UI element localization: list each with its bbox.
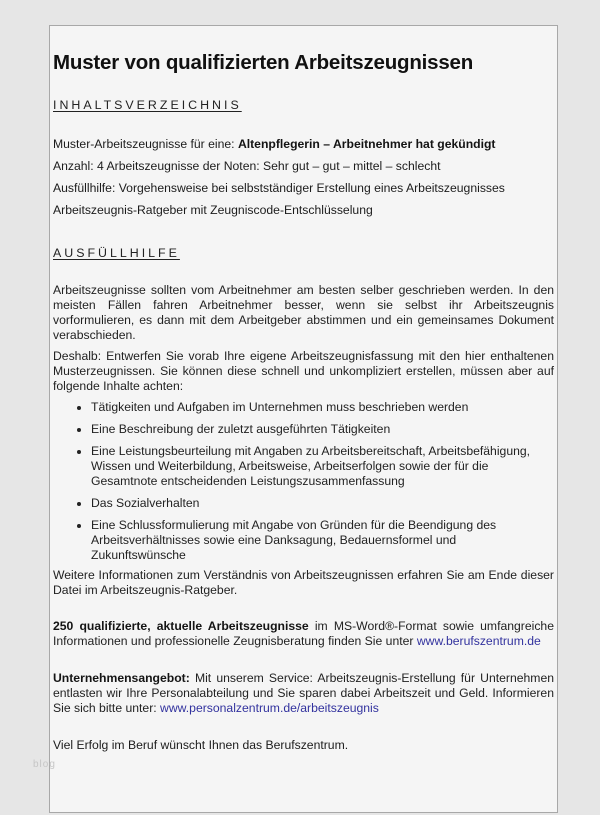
toc-line: Arbeitszeugnis-Ratgeber mit Zeugniscode-Entschlüsselung — [53, 203, 373, 217]
unternehmensangebot-text: Mit unserem Service: Arbeitszeugnis-Erstellung für Unternehmen entlasten wir Ihre Personalabteilung und Sie sparen dabei Arbeitszeit und Geld. Informieren Sie sich bitte unter: — [53, 671, 554, 715]
offer-250-text: im MS-Word®-Format sowie umfangreiche Informationen und professionelle Zeugnisberatung finden Sie unter — [53, 619, 554, 648]
bullet-item: • Eine Schlussformulierung mit Angabe von Gründen für die Beendigung des Arbeitsverhältnisses sowie eine Danksagung, Bedauernsformel und Zukunftswünsche — [91, 518, 539, 563]
offer-250-bold: 250 qualifizierte, aktuelle Arbeitszeugnisse — [53, 619, 309, 633]
toc-line: Ausfüllhilfe: Vorgehensweise bei selbstständiger Erstellung eines Arbeitszeugnisses — [53, 181, 505, 195]
paragraph-intro: Arbeitszeugnisse sollten vom Arbeitnehmer am besten selber geschrieben werden. In den meisten Fällen fahren Arbeitnehmer besser, wenn sie selbst ihr Arbeitszeugnis vorformulieren, es dann mit dem Arbeitgeber abstimmen und ein gemeinsames Dokument verabschieden. — [53, 283, 554, 342]
bullet-list — [53, 400, 554, 570]
toc-list — [53, 133, 554, 221]
paragraph-weitere: Weitere Informationen zum Verständnis von Arbeitszeugnissen erfahren Sie am Ende dieser Datei im Arbeitszeugnis-Ratgeber. — [53, 568, 554, 597]
toc-line — [53, 133, 554, 155]
bullet-item: • Tätigkeiten und Aufgaben im Unternehmen muss beschrieben werden — [91, 400, 539, 415]
document-page — [49, 25, 558, 813]
closing-line: Viel Erfolg im Beruf wünscht Ihnen das Berufszentrum. — [53, 738, 349, 752]
bullet-item: • Das Sozialverhalten — [91, 496, 539, 511]
link-personalzentrum[interactable]: www.personalzentrum.de/arbeitszeugnis — [160, 701, 379, 715]
toc-line1-text: Muster-Arbeitszeugnisse für eine: — [53, 137, 238, 151]
toc-line: Anzahl: 4 Arbeitszeugnisse der Noten: Sehr gut – gut – mittel – schlecht — [53, 159, 441, 173]
paragraph-unternehmensangebot — [53, 671, 554, 716]
toc-line1-bold: Altenpflegerin – Arbeitnehmer hat gekündigt — [237, 137, 496, 151]
bullet-item: • Eine Beschreibung der zuletzt ausgeführten Tätigkeiten — [91, 422, 539, 437]
paragraph-deshalb: Deshalb: Entwerfen Sie vorab Ihre eigene Arbeitszeugnisfassung mit den hier enthaltenen Musterzeugnissen. Sie können diese schnell und unkompliziert erstellen, müssen aber auf folgende Inhalte achten: — [53, 349, 554, 393]
unternehmensangebot-bold: Unternehmensangebot: — [53, 671, 190, 685]
toc-heading: INHALTSVERZEICHNIS — [53, 98, 242, 112]
page-title: Muster von qualifizierten Arbeitszeugnissen — [53, 51, 474, 74]
watermark: blog — [33, 759, 56, 770]
paragraph-offer-250 — [53, 619, 554, 649]
bullet-item: • Eine Leistungsbeurteilung mit Angaben zu Arbeitsbereitschaft, Arbeitsbefähigung, Wissen und Weiterbildung, Arbeitsweise, Arbeitserfolgen sowie der für die Gesamtnote entscheidenden Leistungszusammenfassung — [91, 444, 539, 489]
ausfuellhilfe-heading: AUSFÜLLHILFE — [53, 246, 180, 260]
link-berufszentrum[interactable]: www.berufszentrum.de — [416, 634, 541, 648]
